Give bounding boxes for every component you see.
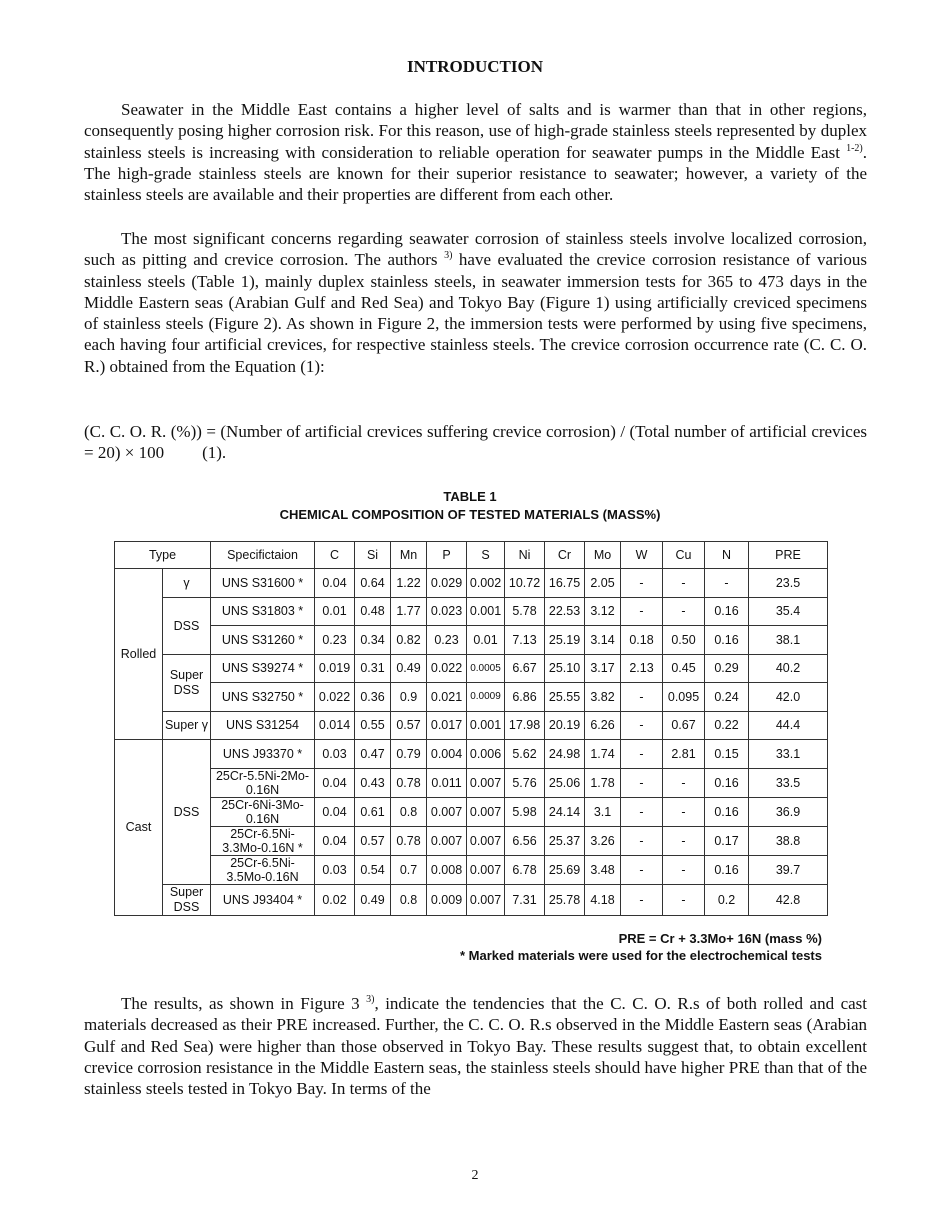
value-cell-cu: 0.50 — [663, 626, 705, 655]
value-cell-cu: - — [663, 569, 705, 598]
value-cell-mn: 0.79 — [391, 740, 427, 769]
table-row — [115, 626, 828, 655]
value-cell-si: 0.36 — [355, 683, 391, 712]
value-cell-s: 0.007 — [467, 884, 505, 915]
intro-paragraph-1 — [84, 99, 867, 205]
value-cell-mn: 0.78 — [391, 826, 427, 855]
specification-cell: 25Cr-6.5Ni-3.5Mo-0.16N — [211, 855, 315, 884]
header-cu: Cu — [663, 542, 705, 569]
value-cell-p: 0.021 — [427, 683, 467, 712]
value-cell-cu: - — [663, 855, 705, 884]
specification-cell: UNS S31254 — [211, 711, 315, 740]
value-cell-p: 0.017 — [427, 711, 467, 740]
value-cell-s: 0.001 — [467, 597, 505, 626]
value-cell-pre: 33.5 — [749, 768, 828, 797]
value-cell-s: 0.007 — [467, 826, 505, 855]
value-cell-s: 0.0005 — [467, 654, 505, 683]
value-cell-w: - — [621, 597, 663, 626]
table-subtitle: CHEMICAL COMPOSITION OF TESTED MATERIALS (MASS%) — [279, 507, 661, 522]
value-cell-mo: 3.82 — [585, 683, 621, 712]
reference-superscript: 1-2) — [846, 142, 863, 154]
value-cell-p: 0.007 — [427, 826, 467, 855]
specification-cell: 25Cr-6Ni-3Mo-0.16N — [211, 797, 315, 826]
value-cell-p: 0.023 — [427, 597, 467, 626]
value-cell-si: 0.57 — [355, 826, 391, 855]
value-cell-c: 0.23 — [315, 626, 355, 655]
value-cell-n: - — [705, 569, 749, 598]
paragraph-text: Seawater in the Middle East contains a higher level of salts and is warmer than that in other regions, consequently posing higher corrosion risk. For this reason, use of high-grade stainless steels represented by duplex stainless steels is increasing with consideration to reliable operation for seawater pumps in the Middle East — [84, 100, 867, 162]
value-cell-p: 0.009 — [427, 884, 467, 915]
value-cell-mo: 3.26 — [585, 826, 621, 855]
value-cell-w: - — [621, 711, 663, 740]
value-cell-c: 0.04 — [315, 826, 355, 855]
header-n: N — [705, 542, 749, 569]
paragraph-text: have evaluated the crevice corrosion resistance of various stainless steels (Table 1), mainly duplex stainless steels, in seawater immersion tests for 365 to 473 days in the Middle Eastern seas (Arabian Gulf and Red Sea) and Tokyo Bay (Figure 1) using artificially creviced specimens of stainless steels (Figure 2). As shown in Figure 2, the immersion tests were performed by using five specimens, each having four artificial crevices, for respective stainless steels. The crevice corrosion occurrence rate (C. C. O. R.) obtained from the Equation (1): — [84, 250, 867, 376]
value-cell-ni: 17.98 — [505, 711, 545, 740]
table-row — [115, 855, 828, 884]
value-cell-w: - — [621, 826, 663, 855]
group-rolled: Rolled — [115, 569, 163, 740]
value-cell-n: 0.2 — [705, 884, 749, 915]
specification-cell: UNS S39274 * — [211, 654, 315, 683]
specification-cell: UNS S31260 * — [211, 626, 315, 655]
value-cell-si: 0.43 — [355, 768, 391, 797]
specification-cell: UNS S31803 * — [211, 597, 315, 626]
value-cell-s: 0.002 — [467, 569, 505, 598]
marked-materials-note: * Marked materials were used for the electrochemical tests — [460, 948, 822, 963]
results-paragraph — [84, 993, 867, 1099]
header-mo: Mo — [585, 542, 621, 569]
table-row — [115, 884, 828, 915]
value-cell-c: 0.03 — [315, 855, 355, 884]
composition-table — [114, 541, 828, 916]
value-cell-si: 0.54 — [355, 855, 391, 884]
value-cell-ni: 6.78 — [505, 855, 545, 884]
value-cell-pre: 44.4 — [749, 711, 828, 740]
value-cell-si: 0.64 — [355, 569, 391, 598]
value-cell-n: 0.16 — [705, 597, 749, 626]
value-cell-cr: 24.98 — [545, 740, 585, 769]
value-cell-cu: - — [663, 768, 705, 797]
page-number: 2 — [471, 1168, 479, 1183]
value-cell-mn: 0.57 — [391, 711, 427, 740]
value-cell-c: 0.02 — [315, 884, 355, 915]
value-cell-mn: 0.8 — [391, 884, 427, 915]
value-cell-c: 0.022 — [315, 683, 355, 712]
value-cell-cr: 25.55 — [545, 683, 585, 712]
value-cell-p: 0.008 — [427, 855, 467, 884]
value-cell-cu: - — [663, 884, 705, 915]
value-cell-pre: 40.2 — [749, 654, 828, 683]
value-cell-p: 0.23 — [427, 626, 467, 655]
reference-superscript: 3) — [444, 250, 453, 262]
value-cell-mo: 3.48 — [585, 855, 621, 884]
value-cell-pre: 38.8 — [749, 826, 828, 855]
value-cell-w: - — [621, 683, 663, 712]
table-title: TABLE 1 — [443, 489, 497, 504]
value-cell-cu: 2.81 — [663, 740, 705, 769]
value-cell-p: 0.029 — [427, 569, 467, 598]
specification-cell: 25Cr-5.5Ni-2Mo-0.16N — [211, 768, 315, 797]
value-cell-p: 0.004 — [427, 740, 467, 769]
value-cell-cr: 24.14 — [545, 797, 585, 826]
table-row — [115, 683, 828, 712]
value-cell-s: 0.006 — [467, 740, 505, 769]
value-cell-s: 0.007 — [467, 797, 505, 826]
pre-formula-note: PRE = Cr + 3.3Mo+ 16N (mass %) — [618, 931, 822, 946]
value-cell-w: - — [621, 797, 663, 826]
value-cell-ni: 5.98 — [505, 797, 545, 826]
value-cell-cr: 25.37 — [545, 826, 585, 855]
value-cell-cr: 25.69 — [545, 855, 585, 884]
value-cell-si: 0.48 — [355, 597, 391, 626]
value-cell-mo: 6.26 — [585, 711, 621, 740]
value-cell-n: 0.16 — [705, 768, 749, 797]
value-cell-n: 0.29 — [705, 654, 749, 683]
value-cell-cu: 0.67 — [663, 711, 705, 740]
paragraph-text: The results, as shown in Figure 3 — [121, 994, 367, 1013]
value-cell-pre: 23.5 — [749, 569, 828, 598]
header-p: P — [427, 542, 467, 569]
value-cell-ni: 7.31 — [505, 884, 545, 915]
value-cell-cu: - — [663, 597, 705, 626]
value-cell-w: - — [621, 768, 663, 797]
paragraph-text: The most significant concerns regarding seawater corrosion of stainless steels involve localized corrosion, such as pitting and crevice corrosion. The authors — [84, 229, 867, 270]
subgroup-super-dss: Super DSS — [163, 884, 211, 915]
value-cell-mn: 0.82 — [391, 626, 427, 655]
header-ni: Ni — [505, 542, 545, 569]
value-cell-cu: - — [663, 826, 705, 855]
value-cell-ni: 6.56 — [505, 826, 545, 855]
specification-cell: UNS S31600 * — [211, 569, 315, 598]
value-cell-si: 0.47 — [355, 740, 391, 769]
equation-paragraph — [84, 421, 867, 464]
value-cell-mo: 3.17 — [585, 654, 621, 683]
value-cell-pre: 35.4 — [749, 597, 828, 626]
table-row — [115, 768, 828, 797]
subgroup-super-gamma: Super γ — [163, 711, 211, 740]
header-w: W — [621, 542, 663, 569]
value-cell-s: 0.001 — [467, 711, 505, 740]
reference-superscript: 3) — [366, 994, 375, 1005]
value-cell-cr: 25.06 — [545, 768, 585, 797]
table-row — [115, 740, 828, 769]
section-heading: INTRODUCTION — [406, 57, 544, 76]
value-cell-cr: 25.19 — [545, 626, 585, 655]
value-cell-n: 0.15 — [705, 740, 749, 769]
value-cell-pre: 42.8 — [749, 884, 828, 915]
value-cell-pre: 33.1 — [749, 740, 828, 769]
value-cell-s: 0.007 — [467, 768, 505, 797]
value-cell-cu: 0.45 — [663, 654, 705, 683]
value-cell-w: - — [621, 855, 663, 884]
value-cell-c: 0.014 — [315, 711, 355, 740]
value-cell-si: 0.55 — [355, 711, 391, 740]
subgroup-dss: DSS — [163, 597, 211, 654]
value-cell-cr: 25.78 — [545, 884, 585, 915]
header-c: C — [315, 542, 355, 569]
value-cell-c: 0.03 — [315, 740, 355, 769]
value-cell-pre: 38.1 — [749, 626, 828, 655]
paragraph-text: , indicate the tendencies that the C. C. O. R.s of both rolled and cast materials decreased as their PRE increased. Further, the C. C. O. R.s observed in the Middle Eastern seas (Arabian Gulf and Red Sea) were higher than those observed in Tokyo Bay. These results suggest that, to obtain excellent crevice corrosion resistance in the Middle Eastern seas, the stainless steels should have higher PRE than that of the stainless steels tested in Tokyo Bay. In terms of the — [84, 994, 867, 1099]
subgroup-gamma: γ — [163, 569, 211, 598]
value-cell-n: 0.22 — [705, 711, 749, 740]
value-cell-ni: 6.67 — [505, 654, 545, 683]
value-cell-n: 0.16 — [705, 855, 749, 884]
specification-cell: 25Cr-6.5Ni-3.3Mo-0.16N * — [211, 826, 315, 855]
header-mn: Mn — [391, 542, 427, 569]
value-cell-s: 0.0009 — [467, 683, 505, 712]
value-cell-w: - — [621, 884, 663, 915]
value-cell-n: 0.17 — [705, 826, 749, 855]
value-cell-cr: 22.53 — [545, 597, 585, 626]
value-cell-n: 0.16 — [705, 626, 749, 655]
value-cell-c: 0.019 — [315, 654, 355, 683]
header-type: Type — [115, 542, 211, 569]
value-cell-pre: 42.0 — [749, 683, 828, 712]
value-cell-p: 0.011 — [427, 768, 467, 797]
value-cell-si: 0.34 — [355, 626, 391, 655]
value-cell-mn: 0.78 — [391, 768, 427, 797]
table-row — [115, 711, 828, 740]
value-cell-mn: 1.77 — [391, 597, 427, 626]
value-cell-mo: 2.05 — [585, 569, 621, 598]
table-row — [115, 654, 828, 683]
group-cast: Cast — [115, 740, 163, 916]
value-cell-w: - — [621, 740, 663, 769]
value-cell-s: 0.01 — [467, 626, 505, 655]
value-cell-p: 0.007 — [427, 797, 467, 826]
specification-cell: UNS J93370 * — [211, 740, 315, 769]
value-cell-cu: 0.095 — [663, 683, 705, 712]
table-header-row — [115, 542, 828, 569]
header-specifictaion: Specifictaion — [211, 542, 315, 569]
value-cell-mn: 1.22 — [391, 569, 427, 598]
value-cell-si: 0.61 — [355, 797, 391, 826]
value-cell-c: 0.01 — [315, 597, 355, 626]
value-cell-cr: 20.19 — [545, 711, 585, 740]
value-cell-mo: 1.78 — [585, 768, 621, 797]
specification-cell: UNS J93404 * — [211, 884, 315, 915]
value-cell-mn: 0.8 — [391, 797, 427, 826]
value-cell-mo: 4.18 — [585, 884, 621, 915]
value-cell-ni: 5.76 — [505, 768, 545, 797]
value-cell-p: 0.022 — [427, 654, 467, 683]
table-row — [115, 826, 828, 855]
value-cell-si: 0.31 — [355, 654, 391, 683]
value-cell-mn: 0.7 — [391, 855, 427, 884]
table-row — [115, 569, 828, 598]
value-cell-ni: 7.13 — [505, 626, 545, 655]
value-cell-mo: 3.12 — [585, 597, 621, 626]
value-cell-n: 0.16 — [705, 797, 749, 826]
value-cell-c: 0.04 — [315, 768, 355, 797]
value-cell-si: 0.49 — [355, 884, 391, 915]
value-cell-cr: 16.75 — [545, 569, 585, 598]
table-body — [115, 542, 828, 916]
value-cell-mn: 0.9 — [391, 683, 427, 712]
value-cell-pre: 36.9 — [749, 797, 828, 826]
value-cell-ni: 5.78 — [505, 597, 545, 626]
value-cell-s: 0.007 — [467, 855, 505, 884]
value-cell-ni: 5.62 — [505, 740, 545, 769]
value-cell-pre: 39.7 — [749, 855, 828, 884]
equation-number: (1). — [202, 443, 227, 463]
intro-paragraph-2 — [84, 228, 867, 377]
subgroup-super-dss: Super DSS — [163, 654, 211, 711]
header-pre: PRE — [749, 542, 828, 569]
value-cell-mo: 3.14 — [585, 626, 621, 655]
value-cell-w: - — [621, 569, 663, 598]
value-cell-c: 0.04 — [315, 569, 355, 598]
paragraph-text: . The high-grade stainless steels are known for their superior resistance to seawater; however, a variety of the stainless steels are available and their properties are different from each other. — [84, 142, 867, 205]
value-cell-mo: 1.74 — [585, 740, 621, 769]
specification-cell: UNS S32750 * — [211, 683, 315, 712]
value-cell-c: 0.04 — [315, 797, 355, 826]
value-cell-cr: 25.10 — [545, 654, 585, 683]
subgroup-dss: DSS — [163, 740, 211, 885]
value-cell-n: 0.24 — [705, 683, 749, 712]
table-row — [115, 797, 828, 826]
value-cell-ni: 10.72 — [505, 569, 545, 598]
table-row — [115, 597, 828, 626]
header-si: Si — [355, 542, 391, 569]
value-cell-cu: - — [663, 797, 705, 826]
equation-text: (C. C. O. R. (%)) = (Number of artificial crevices suffering crevice corrosion) / (Total number of artificial crevices = 20) × 100 — [84, 422, 867, 463]
value-cell-w: 0.18 — [621, 626, 663, 655]
value-cell-w: 2.13 — [621, 654, 663, 683]
value-cell-mo: 3.1 — [585, 797, 621, 826]
header-cr: Cr — [545, 542, 585, 569]
header-s: S — [467, 542, 505, 569]
value-cell-mn: 0.49 — [391, 654, 427, 683]
value-cell-ni: 6.86 — [505, 683, 545, 712]
